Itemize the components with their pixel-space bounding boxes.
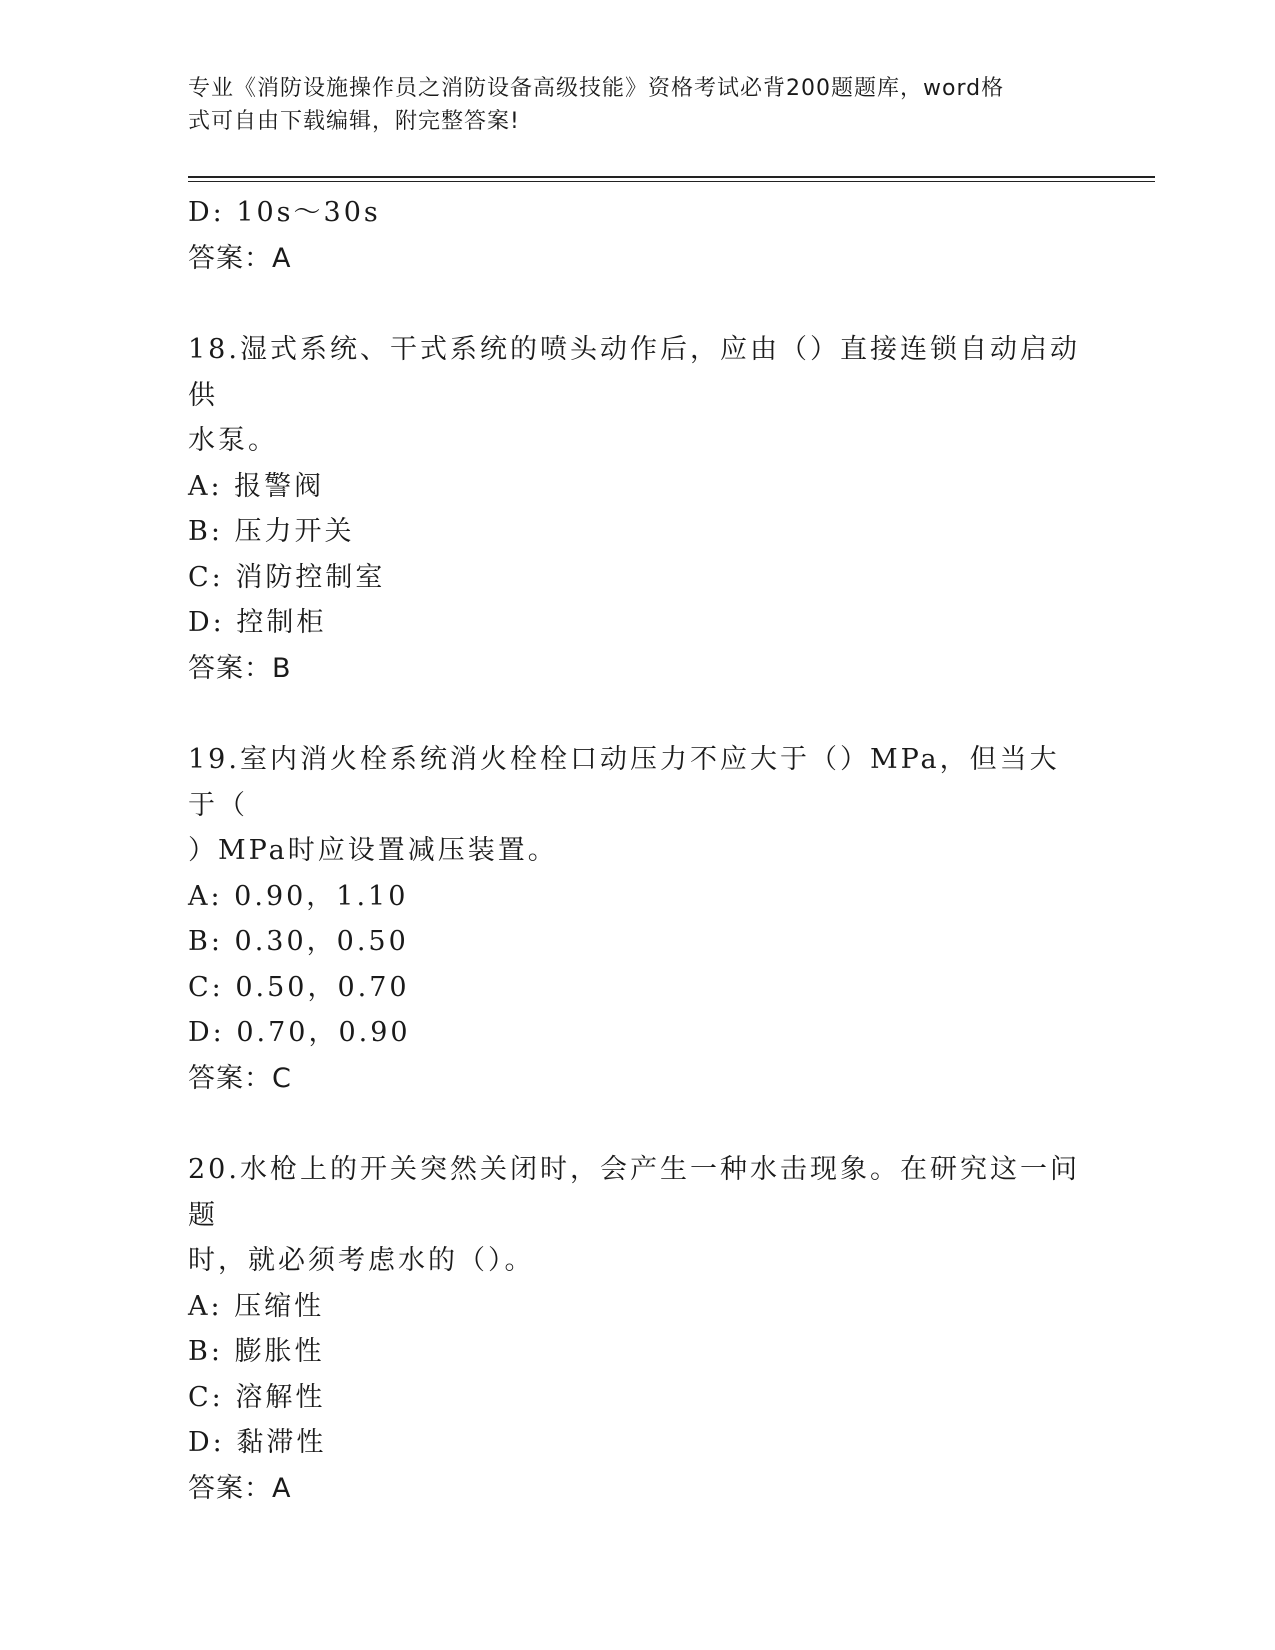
previous-question-tail bbox=[188, 190, 1088, 281]
option-b: B: 0.30，0.50 bbox=[188, 926, 409, 957]
question-stem: 19.室内消火栓系统消火栓栓口动压力不应大于（）MPa，但当大于（ bbox=[188, 744, 1060, 821]
question-20 bbox=[188, 1147, 1088, 1511]
document-header bbox=[188, 72, 1068, 138]
option-b: B: 膨胀性 bbox=[188, 1336, 325, 1367]
option-d: D: 0.70，0.90 bbox=[188, 1017, 411, 1048]
question-stem-cont: 水泵。 bbox=[188, 425, 278, 456]
option-c: C: 消防控制室 bbox=[188, 561, 386, 593]
question-stem: 20.水枪上的开关突然关闭时，会产生一种水击现象。在研究这一问题 bbox=[188, 1154, 1080, 1231]
option-d: D: 黏滞性 bbox=[188, 1427, 327, 1458]
header-divider-thick bbox=[188, 176, 1155, 178]
answer-line: 答案：C bbox=[188, 1062, 292, 1094]
question-18 bbox=[188, 327, 1088, 691]
answer-line: 答案：A bbox=[188, 1472, 292, 1504]
option-a: A: 0.90，1.10 bbox=[188, 880, 409, 912]
option-c: C: 0.50，0.70 bbox=[188, 971, 410, 1003]
header-divider-thin bbox=[188, 181, 1155, 182]
document-body bbox=[188, 190, 1088, 1511]
question-stem-cont: ）MPa时应设置减压装置。 bbox=[188, 835, 558, 866]
header-line-1: 专业《消防设施操作员之消防设备高级技能》资格考试必背200题题库，word格 bbox=[188, 76, 1005, 101]
question-stem-cont: 时，就必须考虑水的（）。 bbox=[188, 1245, 535, 1276]
option-d: D: 控制柜 bbox=[188, 607, 327, 638]
header-line-2: 式可自由下载编辑，附完整答案! bbox=[188, 109, 520, 134]
option-a: A: 报警阀 bbox=[188, 470, 325, 502]
answer-line: 答案：B bbox=[188, 652, 292, 684]
question-19 bbox=[188, 737, 1088, 1101]
question-stem: 18.湿式系统、干式系统的喷头动作后，应由（）直接连锁自动启动供 bbox=[188, 334, 1080, 411]
option-b: B: 压力开关 bbox=[188, 516, 355, 547]
option-c: C: 溶解性 bbox=[188, 1381, 326, 1413]
answer-line: 答案：A bbox=[188, 242, 292, 274]
option-d: D: 10s～30s bbox=[188, 197, 381, 228]
option-a: A: 压缩性 bbox=[188, 1290, 325, 1322]
